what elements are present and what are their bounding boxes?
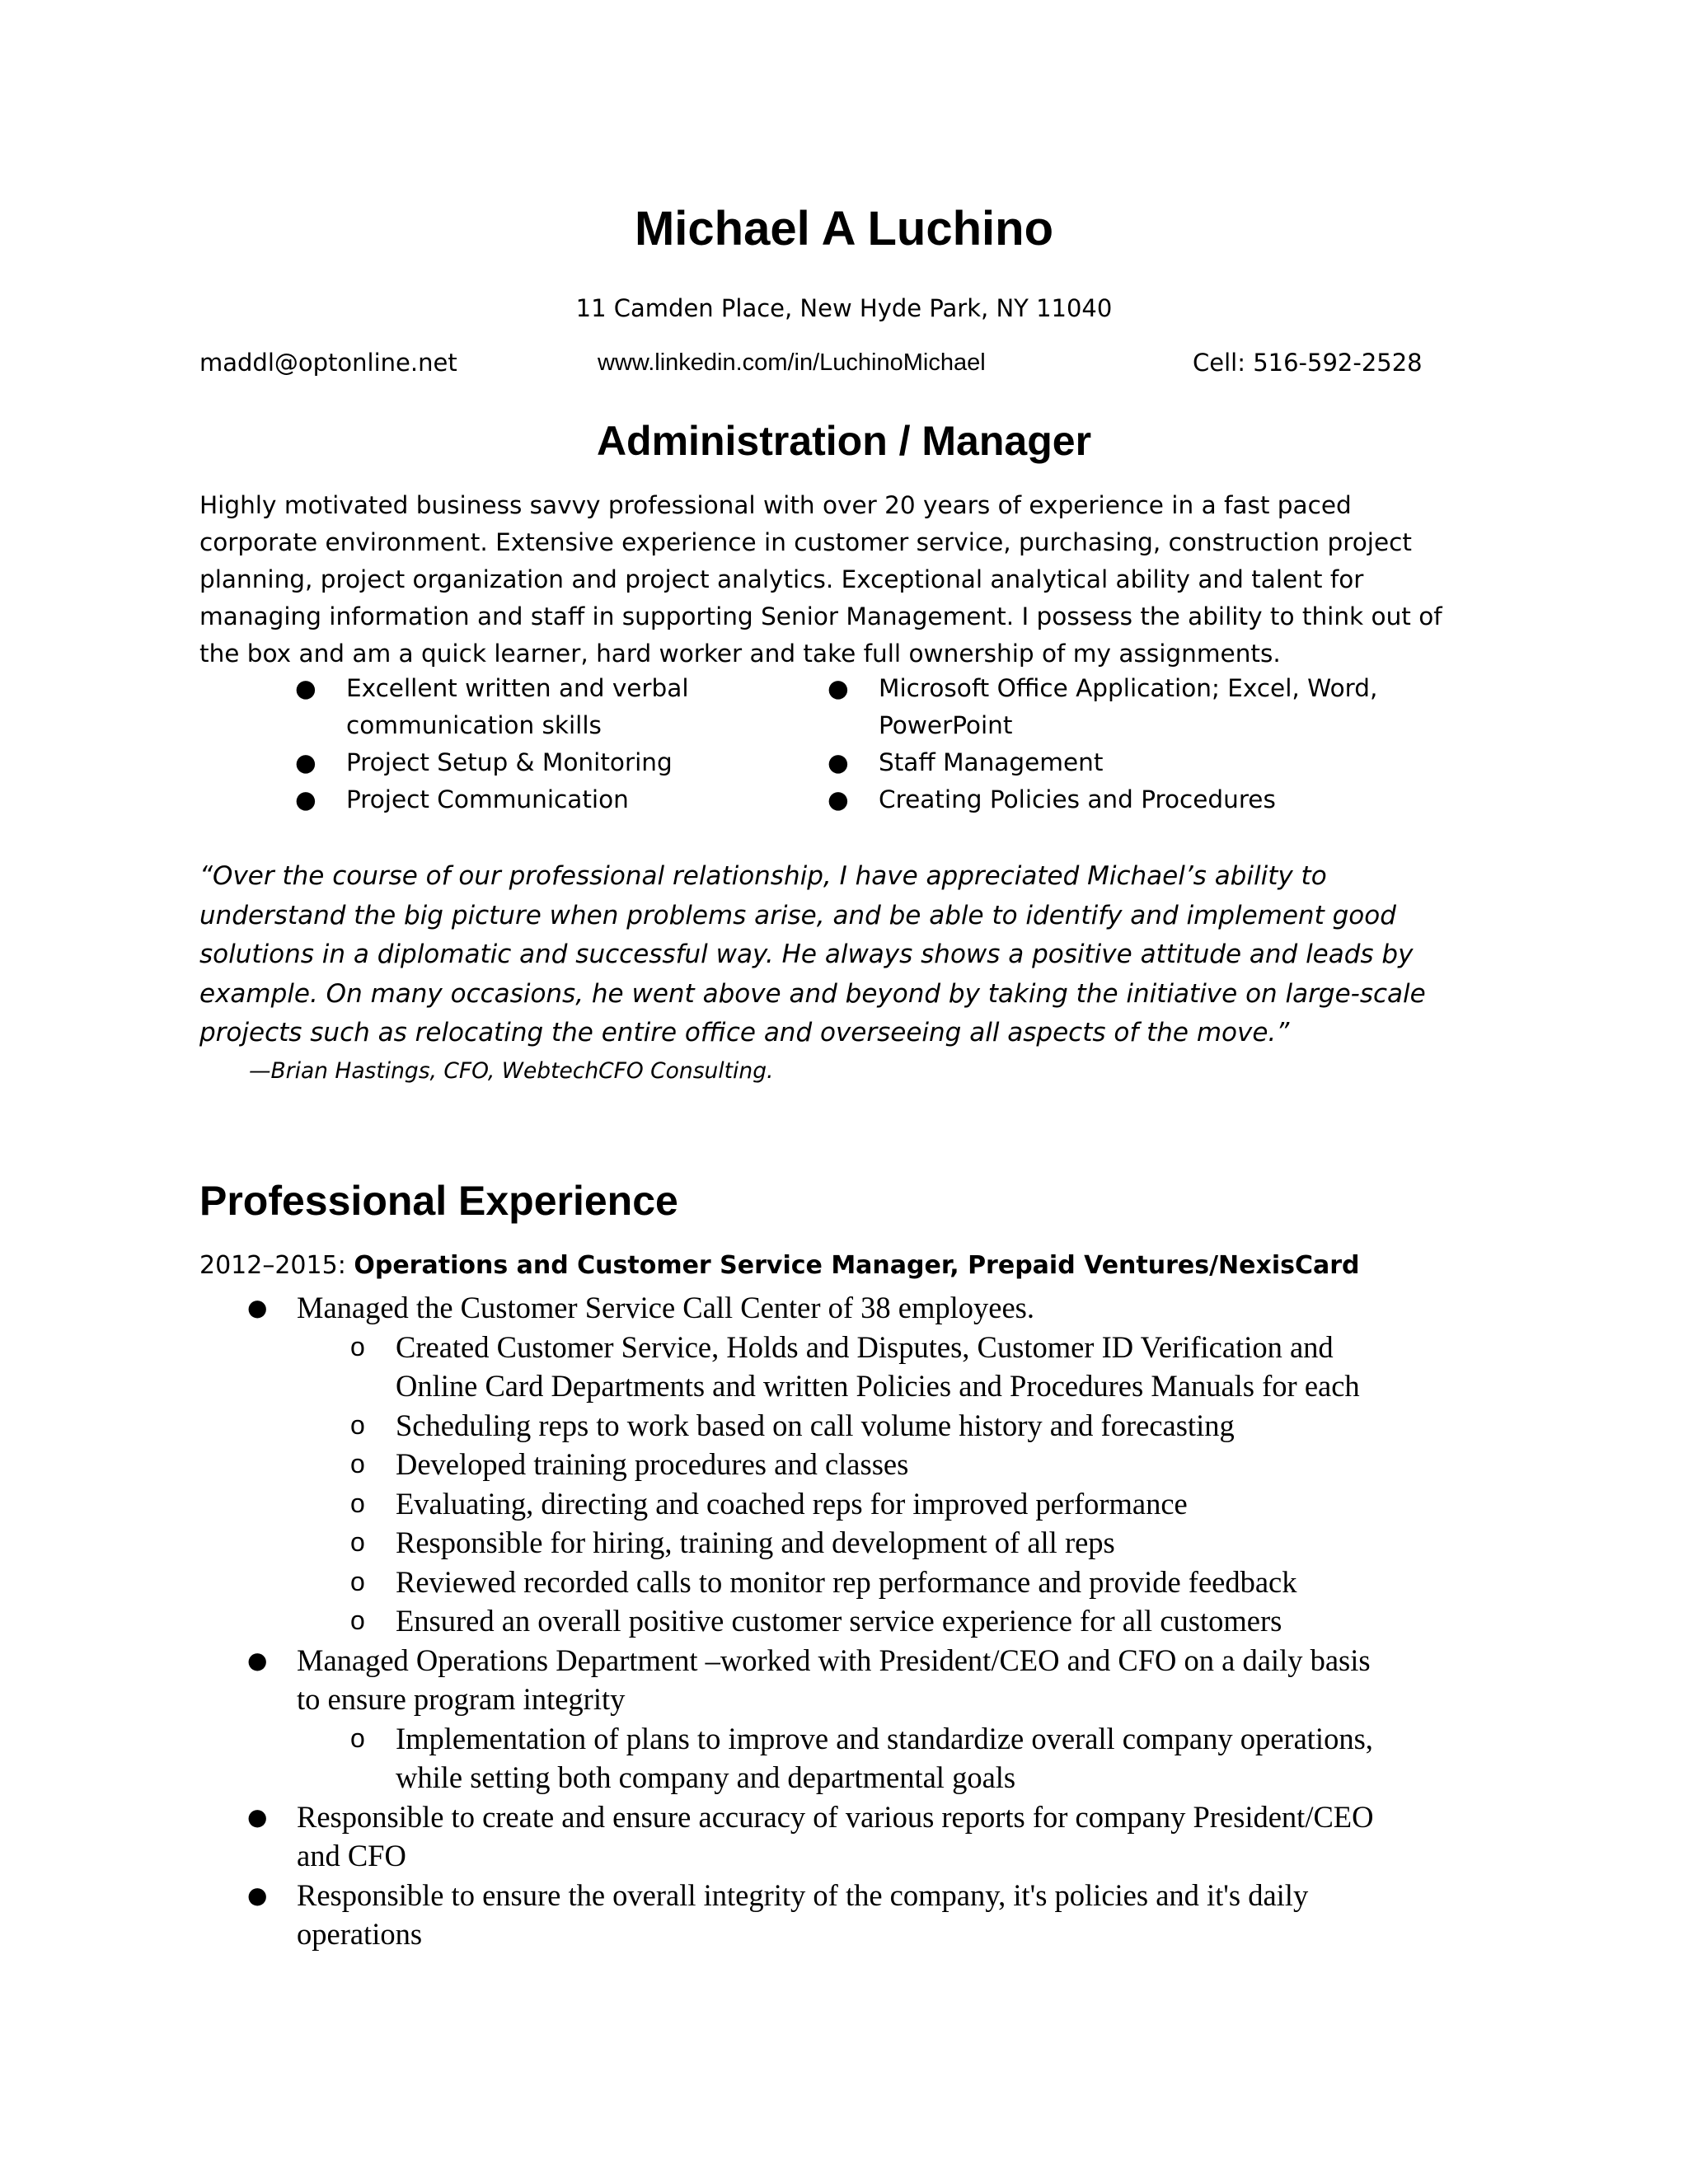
sub-responsibility-item bbox=[350, 1719, 1500, 1797]
sub-responsibility-text: while setting both company and departmental goals bbox=[396, 1760, 1016, 1794]
sub-bullet-icon: o bbox=[350, 1527, 365, 1557]
email-address[interactable]: maddl@optonline.net bbox=[199, 349, 457, 377]
responsibility-text: operations bbox=[297, 1917, 423, 1951]
sub-bullet-icon: o bbox=[350, 1331, 365, 1361]
summary-line: the box and am a quick learner, hard worker and take full ownership of my assignments. bbox=[199, 640, 1281, 668]
skills-list-left bbox=[295, 670, 790, 818]
skill-text: Creating Policies and Procedures bbox=[879, 785, 1276, 813]
skill-item bbox=[295, 744, 790, 781]
responsibility-text: Responsible to ensure the overall integrity of the company, it's policies and it's daily bbox=[297, 1877, 1309, 1912]
skill-item bbox=[295, 670, 790, 744]
sub-bullet-icon: o bbox=[350, 1449, 365, 1479]
sub-responsibility-text: Reviewed recorded calls to monitor rep performance and provide feedback bbox=[396, 1564, 1297, 1599]
quote-line: solutions in a diplomatic and successful way. He always shows a positive attitude and leads by bbox=[199, 940, 1414, 969]
responsibility-text: Managed the Customer Service Call Center of 38 employees. bbox=[297, 1291, 1035, 1324]
quote-line: example. On many occasions, he went above and beyond by taking the initiative on large-scale bbox=[199, 978, 1426, 1009]
skill-text: PowerPoint bbox=[879, 711, 1013, 739]
sub-bullet-icon: o bbox=[350, 1409, 365, 1440]
responsibility-item bbox=[247, 1641, 1500, 1719]
sub-responsibility-text: Online Card Departments and written Policies and Procedures Manuals for each bbox=[396, 1369, 1360, 1403]
testimonial-attribution: —Brian Hastings, CFO, WebtechCFO Consulting. bbox=[249, 1058, 774, 1084]
sub-bullet-icon: o bbox=[350, 1566, 365, 1596]
sub-bullet-icon: o bbox=[350, 1488, 365, 1518]
summary-line: corporate environment. Extensive experience in customer service, purchasing, construction project bbox=[199, 528, 1412, 556]
sub-responsibility-text: Developed training procedures and classes bbox=[396, 1447, 909, 1481]
bullet-icon: ● bbox=[295, 674, 316, 702]
cell-phone: Cell: 516-592-2528 bbox=[1193, 349, 1423, 377]
summary-line: Highly motivated business savvy professional with over 20 years of experience in a fast paced bbox=[199, 491, 1352, 519]
sub-bullet-icon: o bbox=[350, 1605, 365, 1635]
bullet-icon: ● bbox=[247, 1881, 268, 1909]
bullet-icon: ● bbox=[247, 1802, 268, 1830]
sub-responsibility-text: Implementation of plans to improve and standardize overall company operations, bbox=[396, 1721, 1373, 1755]
sub-responsibility-text: Evaluating, directing and coached reps for improved performance bbox=[396, 1486, 1188, 1521]
sub-responsibility-item bbox=[350, 1406, 1500, 1446]
quote-line: understand the big picture when problems arise, and be able to identify and implement good bbox=[199, 900, 1396, 930]
objective-title: Administration / Manager bbox=[596, 418, 1092, 464]
job-heading bbox=[199, 1249, 1360, 1283]
skill-text: Microsoft Office Application; Excel, Word, bbox=[879, 674, 1378, 702]
summary-line: managing information and staff in supporting Senior Management. I possess the ability to think out of bbox=[199, 602, 1442, 630]
bullet-icon: ● bbox=[295, 785, 316, 813]
responsibility-text: Managed Operations Department –worked with President/CEO and CFO on a daily basis bbox=[297, 1643, 1371, 1677]
mailing-address: 11 Camden Place, New Hyde Park, NY 11040 bbox=[575, 294, 1113, 322]
summary-line: planning, project organization and project analytics. Exceptional analytical ability and talent for bbox=[199, 565, 1364, 593]
skill-item bbox=[828, 670, 1454, 744]
bullet-icon: ● bbox=[828, 785, 849, 813]
job-responsibilities bbox=[0, 1288, 1688, 1954]
quote-line: “Over the course of our professional relationship, I have appreciated Michael’s ability to bbox=[199, 861, 1327, 891]
testimonial-quote bbox=[199, 857, 1518, 1053]
sub-responsibility-item bbox=[350, 1328, 1500, 1406]
job-title: Operations and Customer Service Manager, Prepaid Ventures/NexisCard bbox=[354, 1251, 1360, 1280]
experience-section-title: Professional Experience bbox=[199, 1178, 678, 1224]
sub-responsibility-text: Created Customer Service, Holds and Disputes, Customer ID Verification and bbox=[396, 1329, 1334, 1364]
skill-item bbox=[828, 744, 1454, 781]
sub-responsibility-text: Responsible for hiring, training and development of all reps bbox=[396, 1526, 1115, 1559]
skill-item bbox=[828, 781, 1454, 818]
sub-bullet-icon: o bbox=[350, 1722, 365, 1753]
responsibility-text: Responsible to create and ensure accuracy of various reports for company President/CEO bbox=[297, 1799, 1374, 1834]
bullet-icon: ● bbox=[828, 748, 849, 776]
skills-list-right bbox=[828, 670, 1454, 818]
responsibility-text: to ensure program integrity bbox=[297, 1682, 626, 1716]
skill-text: communication skills bbox=[346, 711, 602, 739]
sub-responsibility-item bbox=[350, 1484, 1500, 1524]
candidate-name: Michael A Luchino bbox=[634, 202, 1054, 255]
sub-responsibility-text: Ensured an overall positive customer service experience for all customers bbox=[396, 1604, 1282, 1638]
professional-summary bbox=[199, 487, 1485, 673]
skill-text: Project Setup & Monitoring bbox=[346, 748, 673, 776]
bullet-icon: ● bbox=[295, 748, 316, 776]
skill-text: Staff Management bbox=[879, 748, 1104, 776]
sub-responsibility-item bbox=[350, 1523, 1500, 1563]
sub-responsibility-item bbox=[350, 1601, 1500, 1641]
sub-responsibility-item bbox=[350, 1563, 1500, 1602]
skill-text: Excellent written and verbal bbox=[346, 674, 689, 702]
responsibility-item bbox=[247, 1876, 1500, 1954]
skill-item bbox=[295, 781, 790, 818]
sub-responsibility-item bbox=[350, 1445, 1500, 1484]
quote-line: projects such as relocating the entire office and overseeing all aspects of the move.” bbox=[199, 1018, 1290, 1047]
responsibility-item bbox=[247, 1288, 1500, 1328]
skill-text: Project Communication bbox=[346, 785, 629, 813]
bullet-icon: ● bbox=[247, 1646, 268, 1674]
job-dates: 2012–2015: bbox=[199, 1251, 346, 1280]
bullet-icon: ● bbox=[828, 674, 849, 702]
linkedin-url[interactable]: www.linkedin.com/in/LuchinoMichael bbox=[598, 349, 986, 376]
responsibility-text: and CFO bbox=[297, 1839, 406, 1872]
responsibility-item bbox=[247, 1797, 1500, 1876]
sub-responsibility-text: Scheduling reps to work based on call volume history and forecasting bbox=[396, 1408, 1235, 1442]
bullet-icon: ● bbox=[247, 1294, 268, 1321]
